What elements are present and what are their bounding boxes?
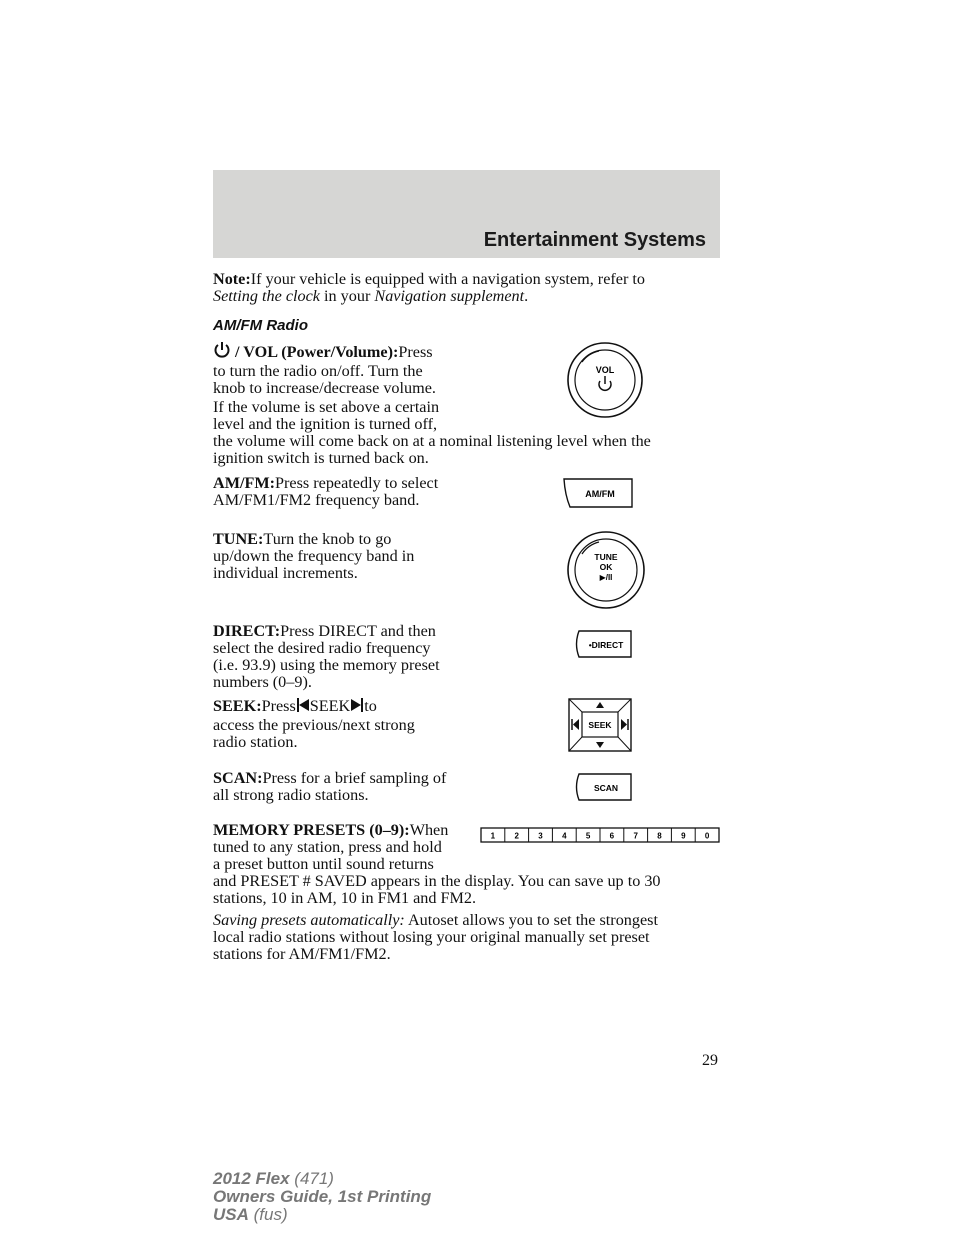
vol-knob-label: VOL bbox=[595, 365, 615, 375]
seek-l3: radio station. bbox=[213, 733, 298, 751]
amfm-l1: Press repeatedly to select bbox=[275, 474, 439, 492]
presets-l3: a preset button until sound returns bbox=[213, 855, 434, 873]
note-italic-2: Navigation supplement bbox=[374, 287, 525, 305]
presets-l4: and PRESET # SAVED appears in the display. You can save up to 30 bbox=[213, 872, 661, 890]
scan-label: SCAN: bbox=[213, 769, 263, 787]
preset-button-5: 5 bbox=[585, 831, 591, 841]
autoset-l2: local radio stations without losing your original manually set preset bbox=[213, 928, 650, 946]
footer-l1-rest: (471) bbox=[289, 1169, 334, 1188]
power-paragraph bbox=[213, 341, 436, 397]
autoset-paragraph bbox=[213, 912, 658, 963]
footer-l1-bold: 2012 Flex bbox=[213, 1169, 290, 1188]
note-paragraph bbox=[213, 271, 645, 305]
seek-press: Press bbox=[261, 697, 296, 715]
scan-l2: all strong radio stations. bbox=[213, 786, 369, 804]
direct-button-label: •DIRECT bbox=[588, 640, 624, 650]
note-end: . bbox=[524, 287, 529, 305]
seek-prev-icon bbox=[296, 697, 310, 717]
amfm-button-label: AM/FM bbox=[585, 489, 615, 499]
seek-label: SEEK: bbox=[213, 697, 262, 715]
power-l1: Press bbox=[398, 343, 433, 361]
direct-l1: Press DIRECT and then bbox=[280, 622, 436, 640]
power-icon bbox=[213, 341, 231, 363]
autoset-l3: stations for AM/FM1/FM2. bbox=[213, 945, 391, 963]
amfm-l2: AM/FM1/FM2 frequency band. bbox=[213, 491, 420, 509]
seek-word: SEEK bbox=[309, 697, 351, 715]
tune-l1: Turn the knob to go bbox=[263, 530, 392, 548]
tune-label: TUNE: bbox=[213, 530, 264, 548]
preset-button-8: 8 bbox=[657, 831, 662, 841]
note-text-1: If your vehicle is equipped with a navigation system, refer to bbox=[250, 270, 645, 288]
footer-l3-rest: (fus) bbox=[248, 1205, 288, 1224]
footer-l2-bold: Owners Guide, 1st Printing bbox=[213, 1187, 432, 1206]
power-p2l2: level and the ignition is turned off, bbox=[213, 415, 438, 433]
note-text-2: in your bbox=[319, 287, 375, 305]
preset-button-1: 1 bbox=[490, 831, 496, 841]
direct-l2: select the desired radio frequency bbox=[213, 639, 431, 657]
tune-knob-label-2: OK bbox=[599, 562, 613, 572]
power-p2l3: the volume will come back on at a nominal listening level when the bbox=[213, 432, 651, 450]
tune-knob-label-1: TUNE bbox=[594, 552, 618, 562]
preset-button-7: 7 bbox=[633, 831, 638, 841]
seek-control-label: SEEK bbox=[588, 720, 612, 730]
section-header-title: Entertainment Systems bbox=[483, 229, 706, 251]
amfm-paragraph bbox=[213, 475, 438, 509]
preset-button-6: 6 bbox=[609, 831, 615, 841]
seek-next-icon bbox=[350, 697, 364, 717]
page-number: 29 bbox=[702, 1052, 718, 1069]
footer-l3-bold: USA bbox=[213, 1205, 249, 1224]
direct-button-figure bbox=[573, 629, 633, 664]
seek-l2: access the previous/next strong bbox=[213, 716, 415, 734]
scan-paragraph bbox=[213, 770, 446, 804]
direct-label: DIRECT: bbox=[213, 622, 281, 640]
autoset-l1: Autoset allows you to set the strongest bbox=[404, 911, 658, 929]
tune-knob-figure bbox=[565, 529, 647, 616]
amfm-label: AM/FM: bbox=[213, 474, 276, 492]
amfm-button-figure bbox=[562, 477, 634, 514]
scan-button-figure bbox=[573, 772, 633, 807]
tune-l2: up/down the frequency band in bbox=[213, 547, 415, 565]
preset-buttons-figure bbox=[480, 827, 720, 848]
note-italic-1: Setting the clock bbox=[213, 287, 320, 305]
seek-control-figure bbox=[568, 698, 632, 757]
tune-knob-label-3: ▶/II bbox=[599, 573, 613, 582]
footer bbox=[213, 1170, 431, 1224]
presets-label: MEMORY PRESETS (0–9): bbox=[213, 821, 410, 839]
presets-l1: When bbox=[409, 821, 449, 839]
presets-l5: stations, 10 in AM, 10 in FM1 and FM2. bbox=[213, 889, 477, 907]
scan-button-label: SCAN bbox=[593, 783, 619, 793]
power-label: / VOL (Power/Volume): bbox=[231, 343, 399, 361]
header-band bbox=[213, 170, 720, 258]
preset-button-3: 3 bbox=[538, 831, 543, 841]
direct-l3: (i.e. 93.9) using the memory preset bbox=[213, 656, 440, 674]
direct-paragraph bbox=[213, 623, 440, 691]
vol-knob-figure bbox=[565, 340, 645, 425]
tune-l3: individual increments. bbox=[213, 564, 358, 582]
preset-button-4: 4 bbox=[562, 831, 567, 841]
direct-l4: numbers (0–9). bbox=[213, 673, 312, 691]
power-p2l1: If the volume is set above a certain bbox=[213, 398, 440, 416]
preset-button-2: 2 bbox=[514, 831, 519, 841]
note-label: Note: bbox=[213, 270, 251, 288]
tune-paragraph bbox=[213, 531, 414, 582]
power-p2l4: ignition switch is turned back on. bbox=[213, 449, 429, 467]
preset-button-9: 9 bbox=[681, 831, 686, 841]
power-l3: knob to increase/decrease volume. bbox=[213, 379, 436, 397]
preset-button-0: 0 bbox=[704, 831, 710, 841]
seek-to: to bbox=[364, 697, 377, 715]
section-title: AM/FM Radio bbox=[213, 317, 308, 334]
presets-l2: tuned to any station, press and hold bbox=[213, 838, 442, 856]
seek-paragraph bbox=[213, 697, 415, 751]
autoset-label: Saving presets automatically: bbox=[213, 911, 405, 929]
power-l2: to turn the radio on/off. Turn the bbox=[213, 362, 423, 380]
scan-l1: Press for a brief sampling of bbox=[262, 769, 447, 787]
